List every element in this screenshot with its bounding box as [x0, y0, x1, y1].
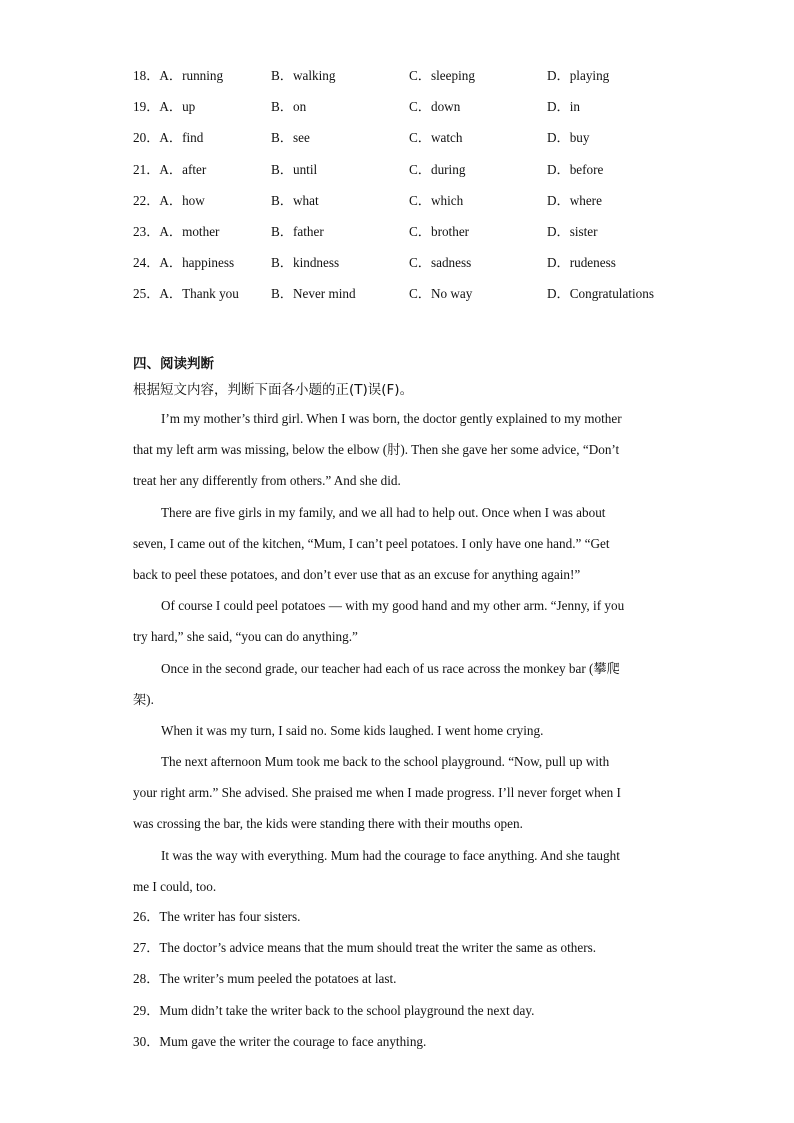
question-29: 29．Mum didn’t take the writer back to the school playground the next day. [133, 1002, 535, 1018]
option-row-24 [133, 253, 693, 284]
passage-line: seven, I came out of the kitchen, “Mum, I can’t peel potatoes. I only have one hand.” “Get [133, 535, 610, 551]
passage-line: Of course I could peel potatoes — with my good hand and my other arm. “Jenny, if you [161, 598, 625, 614]
passage-line: your right arm.” She advised. She praised me when I made progress. I’ll never forget when I [133, 785, 621, 801]
passage-line: try hard,” she said, “you can do anything.” [133, 629, 358, 645]
question-26: 26．The writer has four sisters. [133, 909, 301, 924]
passage-line: When it was my turn, I said no. Some kids laughed. I went home crying. [161, 722, 544, 738]
passage-line: me I could, too. [133, 878, 217, 894]
option-d: D．before [547, 161, 604, 177]
option-d: D．Congratulations [547, 286, 654, 302]
passage-line: There are five girls in my family, and we all had to help out. Once when I was about [161, 504, 606, 520]
option-c: C．sleeping [409, 68, 475, 83]
passage-line: It was the way with everything. Mum had the courage to face anything. And she taught [161, 847, 620, 863]
passage-line: back to peel these potatoes, and don’t ever use that as an excuse for anything again!” [133, 566, 581, 582]
option-a: 21．A．after [133, 161, 207, 177]
reading-passage [133, 408, 661, 907]
option-b: B．until [271, 161, 318, 177]
option-row-20 [133, 128, 693, 159]
option-a: 22．A．how [133, 192, 205, 208]
option-row-18 [133, 66, 693, 97]
question-27: 27．The doctor’s advice means that the mum should treat the writer the same as others. [133, 940, 597, 956]
option-a: 18．A．running [133, 68, 224, 83]
option-b: B．kindness [271, 255, 340, 271]
passage-line: The next afternoon Mum took me back to the school playground. “Now, pull up with [161, 754, 610, 770]
option-d: D．in [547, 99, 580, 115]
passage-line: was crossing the bar, the kids were standing there with their mouths open. [133, 816, 523, 832]
option-b: B．see [271, 130, 310, 146]
option-b: B．walking [271, 68, 336, 83]
option-c: C．during [409, 161, 466, 177]
option-a: 19．A．up [133, 99, 196, 115]
option-d: D．rudeness [547, 255, 616, 271]
option-a: 25．A．Thank you [133, 286, 239, 302]
passage-line: 架). [133, 691, 154, 707]
option-a: 24．A．happiness [133, 255, 235, 271]
question-28: 28．The writer’s mum peeled the potatoes at last. [133, 971, 397, 987]
option-b: B．Never mind [271, 286, 356, 302]
passage-line: I’m my mother’s third girl. When I was born, the doctor gently explained to my mother [161, 411, 622, 426]
option-row-19 [133, 97, 693, 128]
option-a: 20．A．find [133, 130, 204, 146]
option-row-22 [133, 191, 693, 222]
passage-line: treat her any differently from others.” And she did. [133, 473, 401, 489]
option-row-21 [133, 160, 693, 191]
option-row-25 [133, 284, 693, 315]
option-c: C．sadness [409, 255, 472, 271]
option-c: C．No way [409, 286, 473, 302]
option-row-23 [133, 222, 693, 253]
section-heading: 四、阅读判断 [133, 356, 214, 372]
passage-line: that my left arm was missing, below the elbow (肘). Then she gave her some advice, “Don’t [133, 442, 620, 458]
question-30: 30．Mum gave the writer the courage to face anything. [133, 1033, 427, 1049]
option-c: C．brother [409, 223, 470, 239]
cloze-options-list [133, 66, 693, 316]
option-c: C．which [409, 192, 464, 208]
option-d: D．sister [547, 223, 598, 239]
option-d: D．where [547, 192, 602, 208]
option-c: C．watch [409, 130, 463, 146]
option-c: C．down [409, 99, 461, 115]
passage-line: Once in the second grade, our teacher had each of us race across the monkey bar (攀爬 [161, 660, 620, 676]
option-b: B．father [271, 223, 324, 239]
option-d: D．buy [547, 130, 590, 146]
section-instruction: 根据短文内容，判断下面各小题的正(T)误(F)。 [133, 382, 414, 398]
option-b: B．on [271, 99, 307, 115]
option-d: D．playing [547, 68, 610, 83]
option-a: 23．A．mother [133, 223, 220, 239]
option-b: B．what [271, 192, 319, 208]
true-false-questions [133, 906, 596, 1062]
